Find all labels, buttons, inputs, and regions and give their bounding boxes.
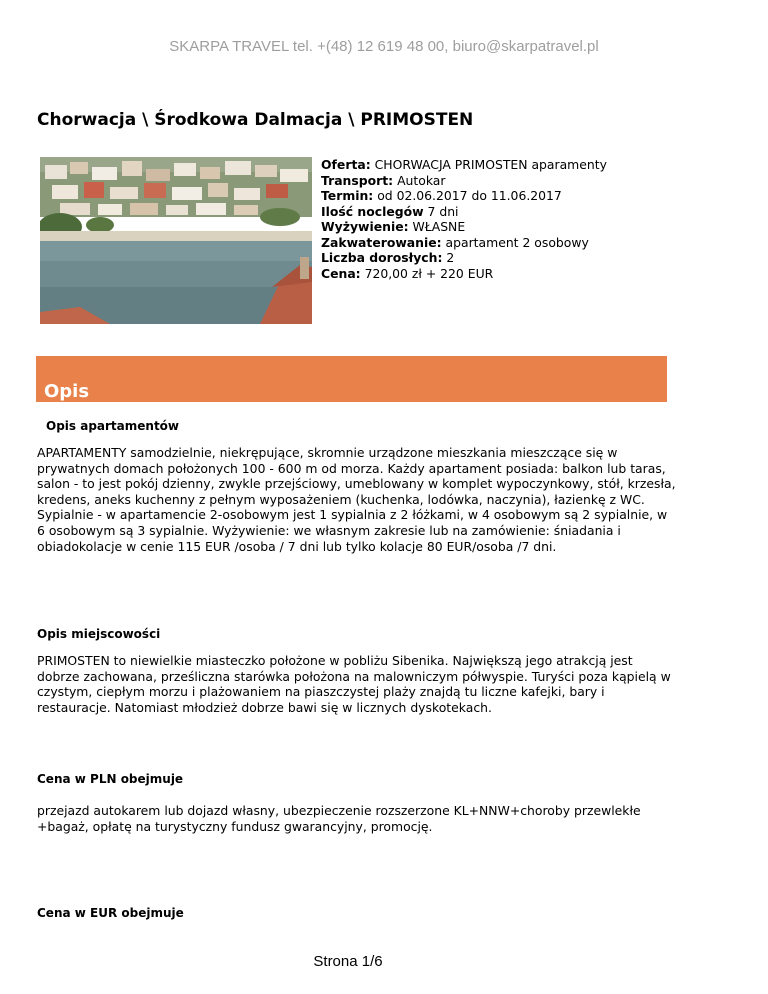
destination-photo <box>40 157 312 324</box>
location-heading: Opis miejscowości <box>37 627 161 641</box>
page-number: Strona 1/6 <box>313 953 383 970</box>
agency-contact-header: SKARPA TRAVEL tel. +(48) 12 619 48 00, biuro@skarpatravel.pl <box>169 38 599 55</box>
description-banner <box>36 356 667 402</box>
eur-price-heading: Cena w EUR obejmuje <box>37 906 184 920</box>
offer-name-row: Oferta: CHORWACJA PRIMOSTEN aparamenty <box>321 157 607 172</box>
transport-row: Transport: Autokar <box>321 172 446 188</box>
term-row: Termin: od 02.06.2017 do 11.06.2017 <box>321 188 562 203</box>
board-row: Wyżywienie: WŁASNE <box>321 219 466 234</box>
apartments-heading: Opis apartamentów <box>46 419 180 433</box>
accommodation-row: Zakwaterowanie: apartament 2 osobowy <box>321 234 589 250</box>
pln-price-text: przejazd autokarem lub dojazd własny, ubezpieczenie rozszerzone KL+NNW+choroby przewlekłe +bagaż, opłatę na turystyczny fundusz gwarancyjny, promocję. <box>37 803 641 834</box>
nights-row: Ilość noclegów 7 dni <box>321 203 459 219</box>
apartments-text: APARTAMENTY samodzielnie, niekrępujące, skromnie urządzone mieszkania mieszczące się w prywatnych domach położonych 100 - 600 m od morza. Każdy apartament posiada: balkon lub taras, salon - to jest pokój dzienny, zwykle przejściowy, umeblowany w komplet wypoczynkowy, stół, krzesła, kredens, aneks kuchenny z pełnym wyposażeniem (kuchenka, lodówka, naczynia), łazienkę z WC. Sypialnie - w apartamencie 2-osobowym jest 1 sypialnia z 2 łóżkami, w 4 osobowym są 2 sypialnie, w 6 osobowym są 3 sypialnie. Wyżywienie: we własnym zakresie lub na zamówienie: śniadania i obiadokolacje w cenie 115 EUR /osoba / 7 dni lub tylko kolacje 80 EUR/osoba /7 dni. <box>37 445 676 554</box>
page-title-breadcrumb: Chorwacja \ Środkowa Dalmacja \ PRIMOSTEN <box>37 110 474 130</box>
location-text: PRIMOSTEN to niewielkie miasteczko położone w pobliżu Sibenika. Największą jego atrakcją jest dobrze zachowana, prześliczna starówka położona na malowniczym półwyspie. Turyści poza kąpielą w czystym, ciepłym morzu i plażowaniem na piaszczystej plaży znajdą tu liczne kafejki, bary i restauracje. Natomiast młodzież dobrze bawi się w licznych dyskotekach. <box>37 653 671 715</box>
price-row: Cena: 720,00 zł + 220 EUR <box>321 265 494 281</box>
description-banner-title: Opis <box>44 381 90 402</box>
adults-row: Liczba dorosłych: 2 <box>321 250 455 265</box>
pln-price-heading: Cena w PLN obejmuje <box>37 772 184 786</box>
offer-details <box>321 157 607 281</box>
